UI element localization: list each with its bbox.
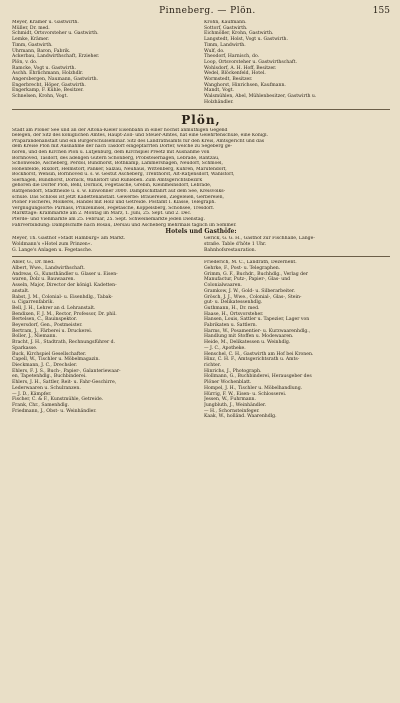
hotels-left-column	[12, 236, 198, 253]
description-line: Hohenfelde, Rixdorf, Helmstorf, Panker, Salzau, Neuhaus, Wittenberg, Kühren, Marutendorf,	[12, 166, 227, 172]
directory-entry: Colonialwaaren.	[204, 283, 242, 289]
directory-entry: Frank, Chr., Samenhdlg.	[12, 402, 70, 408]
running-title: Pinneberg. — Plön.	[159, 6, 256, 16]
directory-entry: Meyer, Krämer u. Gastwirth.	[12, 20, 79, 25]
hotel-entry: Bahnhofsrestauration.	[204, 247, 257, 253]
hotels-right-column	[204, 236, 390, 253]
directory-entry: Kaak, W., holländ. Waarenhdlg.	[204, 414, 277, 420]
directory-entry: Wormstedt, Besitzer.	[204, 77, 253, 83]
resident-directory	[12, 260, 390, 420]
description-line: Plöner Fischerei, Molkerei, Handel mit Holz und Getreide. Postamt I. Klasse, Telegraph.	[12, 200, 216, 206]
description-line: Sierhagen, Bundhorst, Dörnick, Wahlstorf und Ruhleben. Zum Amtsgerichtsbezirk	[12, 177, 203, 183]
directory-entry: Eichmöller, Krohn, Gastwirth.	[204, 31, 274, 37]
description-line: Bockhorst, Wensin, Bornhöved u. s. w. Gestüt Ascheberg, Trenthorst, Alt-Ratjensdorf, Wahlstorf,	[12, 172, 235, 178]
directory-entry: Engerkamp, F. Kühle, Besitzer.	[12, 88, 84, 94]
description-line: Pferde- und Viehmärkte am 25. Februar, 25. Sept. Schweinemärkte jeden Dienstag.	[12, 217, 205, 223]
directory-entry: — H., Schornsteinfeger.	[204, 408, 260, 414]
directory-entry: Krohn, Kaufmann.	[204, 20, 247, 25]
directory-entry: en, Tapetenhdlg., Buchbinderei.	[12, 374, 87, 380]
directory-entry: Plön, v. do.	[12, 59, 38, 65]
directory-entry: Beyersdorf, Gen., Postmeister.	[12, 323, 83, 329]
description-line: Präparandenanstalt und ein Bürgerschulseminar. Sitz des Landrathsamts für den Kreis, Amtsgericht und das	[12, 138, 265, 144]
directory-entry: Timm, Landwirth.	[204, 42, 246, 48]
directory-entry: Ackerbau, Landwirthschaft, Erzieher.	[12, 54, 100, 60]
directory-entry: u. Cigarrenfabrik.	[12, 300, 54, 306]
directory-entry: Loop, Ortsvorsteher u. Gastwirthschaft.	[204, 59, 297, 65]
hotels-heading: Hotels und Gasthöfe:	[165, 228, 237, 236]
directory-entry: Hollmann, G., Buchbinderei, Herausgeber des	[204, 374, 312, 380]
description-line: dem Kreise Plön mit Ausnahme der nach Tasdorf eingepfarrten Dörfer, welche zu Segeberg ge-	[12, 144, 233, 150]
section-title: Plön,	[181, 112, 221, 127]
hotel-entry: G. Lange's Anlagen u. Fegetasche.	[12, 247, 93, 253]
directory-entry: Müller, Dr. med.	[12, 25, 50, 31]
directory-entry: Schnelsen, Krohn, Vogt.	[12, 94, 68, 100]
directory-entry: Buck, Kirchspiel Gesellschafter.	[12, 351, 87, 357]
page-number: 155	[372, 6, 390, 16]
directory-entry: gut- u. Delikatessenhdlg.	[204, 300, 263, 306]
directory-entry: Lederwaaren u. Schulranzen.	[12, 385, 81, 391]
directory-entry: Haase, H., Ortsvorsteher.	[204, 311, 264, 317]
description-line: Vergnügungsorte: Parnass, Prinzeninsel, Fegetasche, Koppelsberg, Schöhsee, Tresdorf.	[12, 205, 215, 211]
description-line: Stadt am Plöner See und an der Altona-Kieler Eisenbahn in einer höchst anmuthigen Gegend	[12, 127, 228, 133]
hotel-entry: Meyer, Th. Gasthof »Stadt Hamburg« am Markt.	[12, 236, 126, 242]
directory-entry: Walsmühlen, Abel, Mühlenbesitzer, Gastwirth u.	[204, 94, 317, 100]
directory-entry: Engerbrecht, Höper, Gastwirth.	[12, 82, 86, 88]
description-line: Fährverbindung: Dampfschiffe nach Bosau, Dersau und Ascheberg mehrmals täglich im Sommer.	[12, 222, 237, 228]
directory-entry: Hinrichs, J., Photograph.	[204, 368, 262, 374]
directory-entry: Holzhändler.	[204, 99, 234, 105]
description-line: schule. Das Schloss ist jetzt Kadettenanstalt. Gewerbe: Brauereien, Ziegeleien, Gerbereien,	[12, 194, 224, 200]
directory-entry: Bertelsen, C., Bauinspektor.	[12, 317, 78, 323]
hotels-list	[12, 236, 390, 253]
directory-entry: Albert, Wwe., Landwirthschaft.	[12, 266, 85, 272]
directory-entry: Theodorf, Harnisch, do.	[204, 54, 260, 60]
description-line: Schönweide, Ascheberg, Perdöl, Bundhorst, Bothkamp, Lammershagen, Neudorf, Schmoel,	[12, 161, 223, 167]
directory-entry: Andreas, G., Kunsthändler u. Glaser u. Eisen-	[12, 271, 118, 277]
directory-entry: Dieckmann, J. C., Drechsler.	[12, 363, 78, 368]
directory-entry: Friederich, M. C., Landrath, Dezernent.	[204, 260, 297, 266]
description-line: Bornhöved, Tasdorf, des adeligen Gütern Schönberg, Probsteierhagen, Lebrade, Rantzau,	[12, 155, 220, 161]
directory-entry: Angersbergen, Naumann, Gastwirth.	[12, 77, 99, 83]
directory-entry: Bertram, J., Färberei u. Druckerei.	[12, 328, 93, 334]
directory-entry: Capell, W., Tischler u. Möbelmagazin.	[12, 357, 100, 363]
directory-right-column	[204, 260, 390, 420]
directory-entry: Grimm, G. F., Buchdr., Buchhdlg., Verlag der	[204, 271, 308, 277]
directory-entry: Bracht, J. H., Stadtrath, Rechnungsführer d.	[12, 340, 116, 346]
hotel-entry: Gerick, G. G. H., Gasthof zur Fischhalle, Lange-	[204, 236, 315, 242]
directory-entry: Abler, G., Dr. med.	[12, 260, 55, 266]
top-directory	[12, 20, 390, 106]
directory-entry: Hinz, C. H. F., Amtsgerichtsrath u. Amts-	[204, 357, 300, 363]
directory-entry: Jungbluth, J., Weinhändler.	[204, 402, 267, 408]
directory-entry: Guthmann, H., Dr. med.	[204, 305, 260, 311]
directory-entry: Lemke, Krämer.	[12, 37, 50, 43]
directory-entry: Jessen, W., Fuhrmann.	[204, 397, 256, 403]
directory-entry: anstalt.	[12, 288, 30, 294]
directory-entry: Friedmann, J., Obst- u. Weinhändler.	[12, 408, 97, 414]
directory-entry: Babst, J. M., Colonial- u. Eisenhdlg., Tabak-	[12, 294, 113, 300]
top-right-column	[204, 20, 390, 106]
directory-entry: — J. C., Apotheke.	[204, 345, 246, 351]
directory-entry: Manufactur, Putz-, Papier-, Glas- und	[204, 277, 291, 283]
directory-entry: richter.	[204, 363, 221, 368]
directory-entry: Sparkasse.	[12, 345, 38, 351]
directory-entry: Ehlers, F. J. S., Buch-, Papier-, Galanteriewaar-	[12, 368, 121, 374]
directory-entry: Hompel, J. H., Tischler u. Möbelhandlung.	[204, 385, 303, 391]
directory-entry: Ehlers, J. H., Sattler, Reit- u. Fahr-Geschirre,	[12, 380, 117, 386]
directory-entry: Fabrikaten u. Sattlern.	[204, 323, 257, 329]
directory-entry: Wohlsdorf, A. H. Hoff, Besitzer.	[204, 65, 277, 71]
directory-entry: Heide, M., Delikatessen u. Weinhdlg.	[204, 340, 291, 346]
directory-entry: Hürrig, F. W., Eisen- u. Schlosserei.	[204, 391, 287, 397]
page-header	[12, 6, 390, 20]
directory-entry: Henschel, C. H., Gastwirth am Hof bei Kronen.	[204, 351, 314, 357]
hotel-entry: straße. Table d'hôte 1 Uhr.	[204, 241, 267, 247]
directory-entry: Bendixen, F. J. M., Rector, Professor, Dr. phil.	[12, 311, 117, 317]
description-line: Rathjensdorf, Stadtheide u. s. w. Einwohner 3000. Dampfschiffahrt auf dem See, Kreisvolks-	[12, 189, 226, 195]
description-line: hören, und den Kirchen Plön u. Lütjenburg, dem Kirchspiel Preetz mit Ausnahme von	[12, 149, 210, 155]
directory-entry: Mandt, Vogt.	[204, 88, 235, 94]
directory-entry: Plöner Wochenblatt.	[204, 380, 252, 386]
directory-entry: Hansen, Louis, Sattler u. Tapezier, Lager von	[204, 317, 310, 323]
description-line: Markttage: Krammärkte am 2. Montag im März, 1. Juni, 25. Sept. und 2. Dec.	[12, 211, 192, 217]
divider	[12, 109, 390, 110]
hotel-entry: Woldmann's »Hotel zum Prinzen«.	[12, 241, 93, 247]
directory-entry: Handlung mit Stoffen u. Modewaaren.	[204, 334, 294, 340]
directory-entry: Fischer, C. & F., Kunstmühle, Getreide.	[12, 397, 104, 403]
directory-entry: — J. D., Kämpfer.	[12, 391, 52, 397]
town-description	[12, 128, 390, 229]
directory-entry: waren, Dolz u. Bauwaaren.	[12, 277, 75, 283]
directory-entry: Grösch, J. J., Wwe., Colonial-, Glas-, Stein-	[204, 294, 302, 300]
description-line: gehören die Dörfer Plön, Behl, Dörnick, Fegetasche, Grebin, Kleinmeinsdorf, Lebrade,	[12, 183, 212, 189]
directory-entry: Asseln, Major, Director der königl. Kadetten-	[12, 283, 117, 289]
directory-entry: Gramkow, J. W., Gold- u. Silberarbeiter.	[204, 288, 295, 294]
directory-entry: Ramcke, Vogt u. Gastwirth.	[12, 65, 76, 71]
directory-left-column	[12, 260, 198, 420]
directory-entry: Wanghorst, Hinrichsen, Kaufmann.	[204, 82, 286, 88]
directory-entry: Langstedt, Holst, Vogt u. Gastwirth.	[204, 37, 288, 43]
directory-entry: Gehrke, F., Post- u. Telegraphen.	[204, 266, 281, 272]
top-left-column	[12, 20, 198, 106]
directory-entry: Uhrmann, Baron, Fabrik.	[12, 48, 71, 54]
directory-entry: Wedel, Blöckenfeld, Hotel.	[204, 71, 266, 77]
directory-entry: Schmidt, Ortsvorsteher u. Gastwirth.	[12, 31, 99, 37]
directory-entry: Harms, W., Posamentier- u. Kurzwaarenhdlg.,	[204, 328, 311, 334]
directory-entry: Boller, J., Niemann.	[12, 334, 57, 340]
directory-entry: Sottorf, Gastwirth.	[204, 25, 248, 31]
description-line: belegen, der Sitz des königlichen Amtes, Haupt-Zoll- und Steuer-Amtes, hat eine Gelehrtenschule, eine Königl.	[12, 133, 269, 139]
directory-entry: Timm, Gastwirth.	[12, 42, 53, 48]
divider	[12, 256, 390, 257]
directory-entry: Wulf, do.	[204, 48, 225, 54]
directory-entry: Aschh. Ehrlichmann, Holzhdlr.	[12, 71, 84, 77]
directory-entry: Bell, J. H., Lehrer an d. Lehranstalt.	[12, 305, 96, 311]
